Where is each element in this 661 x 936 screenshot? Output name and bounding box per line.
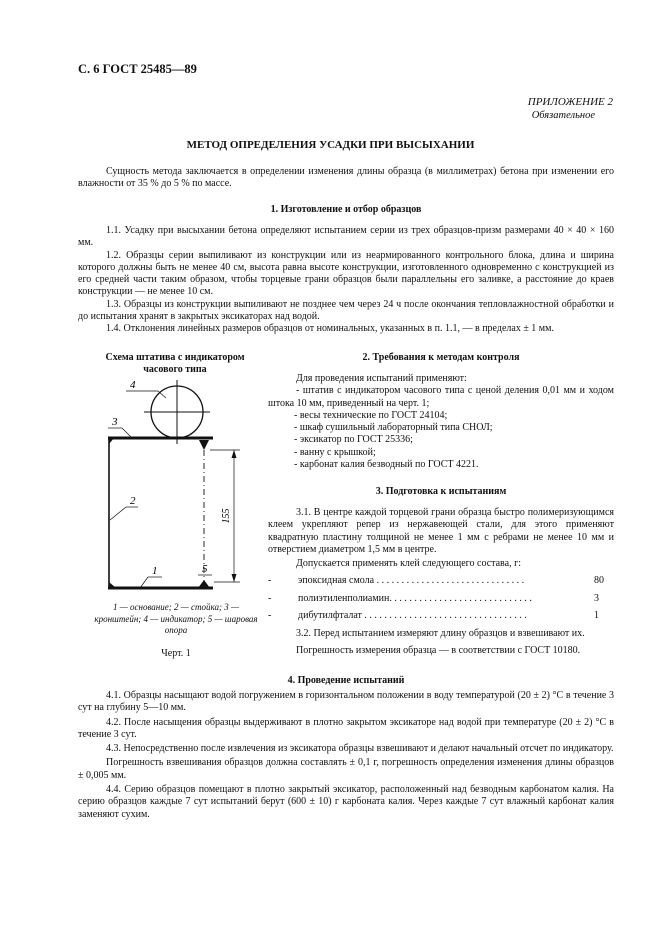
- label-1: 1: [152, 565, 158, 577]
- section-2-body: [268, 373, 614, 471]
- figure-caption: Схема штатива с индикатором часового типа: [105, 352, 245, 375]
- section-1-heading: 1. Изготовление и отбор образцов: [270, 204, 422, 215]
- ingredient-row: [268, 593, 614, 605]
- tripod-diagram: [100, 376, 275, 598]
- list-item: - ванну с крышкой;: [294, 446, 376, 458]
- page-header: С. 6 ГОСТ 25485—89: [78, 62, 197, 76]
- appendix-number: ПРИЛОЖЕНИЕ 2: [527, 96, 613, 108]
- list-item: - шкаф сушильный лабораторный типа СНОЛ;: [294, 422, 493, 434]
- para-4-4: 4.4. Серию образцов помещают в плотно закрытый эксикатор, расположенный над безводным карбонатом калия. На серию образцов каждые 7 сут испытаний берут (600 ± 10) г карбоната калия. Через каждые 7 сут влажный карбонат калия заменяют сухим.: [78, 784, 614, 820]
- equipment-item-1: - штатив с индикатором часового типа с ценой деления 0,01 мм и ходом штока 10 мм, приведенный на черт. 1;: [268, 385, 614, 409]
- section-2-heading: 2. Требования к методам контроля: [362, 352, 520, 363]
- figure-legend: 1 — основание; 2 — стойка; 3 — кронштейн; 4 — индикатор; 5 — шаровая опора: [94, 602, 258, 635]
- ingredient-value: 3: [594, 592, 599, 604]
- ball-support: [198, 580, 210, 588]
- para-4-1: 4.1. Образцы насыщают водой погружением в горизонтальном положении в воду температурой (20 ± 2) °С в течение 3 сут на глубину 5—10 мм.: [78, 690, 614, 714]
- section-3-heading: 3. Подготовка к испытаниям: [375, 486, 507, 497]
- document-title: МЕТОД ОПРЕДЕЛЕНИЯ УСАДКИ ПРИ ВЫСЫХАНИИ: [186, 139, 475, 151]
- ingredient-name: эпоксидная смола . . . . . . . . . . . . . . . . . . . . . . . . . . . . . .: [298, 575, 525, 587]
- section-4-heading: 4. Проведение испытаний: [287, 675, 405, 686]
- leader-4b: [158, 391, 166, 398]
- section-2-lead: Для проведения испытаний применяют:: [296, 373, 467, 384]
- appendix-label: [528, 96, 613, 122]
- label-4: 4: [130, 379, 136, 391]
- list-item: - эксикатор по ГОСТ 25336;: [294, 434, 413, 446]
- ingredient-value: 80: [594, 575, 604, 587]
- para-1-2: 1.2. Образцы серии выпиливают из конструкции или из неармированного контрольного блока, длина и ширина которого должны быть не менее 40 см, высота равна высоте конструкции, изготовленного одновременно с конструкцией из его средней части таким образом, чтобы торцевые грани образцов были параллельны его заливке, а расстояние до краев конструкции — не менее 10 см.: [78, 249, 614, 298]
- ingredient-dash: -: [268, 592, 272, 604]
- appendix-status: Обязательное: [531, 110, 595, 121]
- adhesive-composition: [268, 575, 614, 622]
- dim-arrow-top: [232, 450, 237, 458]
- intro-text: Сущность метода заключается в определении изменения длины образца (в миллиметрах) бетона при изменении его влажности от 35 % до 5 % по массе.: [78, 166, 614, 190]
- list-item: - карбонат калия безводный по ГОСТ 4221.: [294, 459, 479, 471]
- para-3-1: 3.1. В центре каждой торцевой грани образца быстро полимеризующимся клеем укрепляют репер из нержавеющей стали, для этого применяют квадратную пластину толщиной не менее 1 мм с ребрами не менее 10 мм и отверстием диаметром 1,5 мм в центре.: [268, 507, 614, 555]
- ingredient-name: дибутилфталат . . . . . . . . . . . . . . . . . . . . . . . . . . . . . . . . .: [298, 610, 527, 622]
- dim-arrow-bottom: [232, 574, 237, 582]
- para-4-2: 4.2. После насыщения образцы выдерживают в плотно закрытом эксикаторе над водой при температуре (20 ± 2) °С в течение 3 сут.: [78, 716, 614, 740]
- section-1-body: [78, 225, 614, 336]
- ingredient-row: [268, 610, 614, 622]
- label-2: 2: [130, 495, 136, 507]
- section-3-body: [268, 507, 614, 657]
- para-1-4: 1.4. Отклонения линейных размеров образцов от номинальных, указанных в п. 1.1, — в пределах ± 1 мм.: [106, 323, 554, 335]
- ingredient-dash: -: [268, 610, 272, 622]
- leader-1b: [140, 577, 148, 588]
- intro-paragraph: [78, 166, 614, 191]
- para-1-1: 1.1. Усадку при высыхании бетона определяют испытанием серии из трех образцов-призм размерами 40 × 40 × 160 мм.: [78, 225, 614, 249]
- para-3-1-adhesive: Допускается применять клей следующего состава, г:: [296, 558, 521, 570]
- label-3: 3: [112, 416, 118, 428]
- ingredient-dash: -: [268, 575, 272, 587]
- label-5: 5: [202, 563, 208, 575]
- section-4-body: [78, 690, 614, 821]
- para-4-3: 4.3. Непосредственно после извлечения из эксикатора образцы взвешивают и делают начальный отсчет по индикатору.: [106, 743, 614, 755]
- figure-number: Черт. 1: [161, 648, 191, 659]
- ingredient-row: [268, 575, 614, 587]
- para-3-2: 3.2. Перед испытанием измеряют длину образцов и взвешивают их.: [296, 628, 585, 640]
- dimension-label: 155: [221, 508, 232, 524]
- ingredient-value: 1: [594, 610, 599, 622]
- equipment-list: [268, 410, 614, 471]
- list-item: - весы технические по ГОСТ 24104;: [294, 409, 448, 421]
- indicator-tip: [199, 440, 209, 450]
- para-3-2-accuracy: Погрешность измерения образца — в соответствии с ГОСТ 10180.: [296, 644, 581, 656]
- ingredient-name: полиэтиленполиамин. . . . . . . . . . . . . . . . . . . . . . . . . . . . .: [298, 592, 532, 604]
- para-4-3-accuracy: Погрешность взвешивания образцов должна составлять ± 0,1 г, погрешность определения изменения длины образцов ± 0,005 мм.: [78, 757, 614, 781]
- leader-2b: [110, 507, 126, 520]
- para-1-3: 1.3. Образцы из конструкции выпиливают не позднее чем через 24 ч после окончания тепловлажностной обработки и до испытания хранят в закрытых эксикаторах над водой.: [78, 298, 614, 323]
